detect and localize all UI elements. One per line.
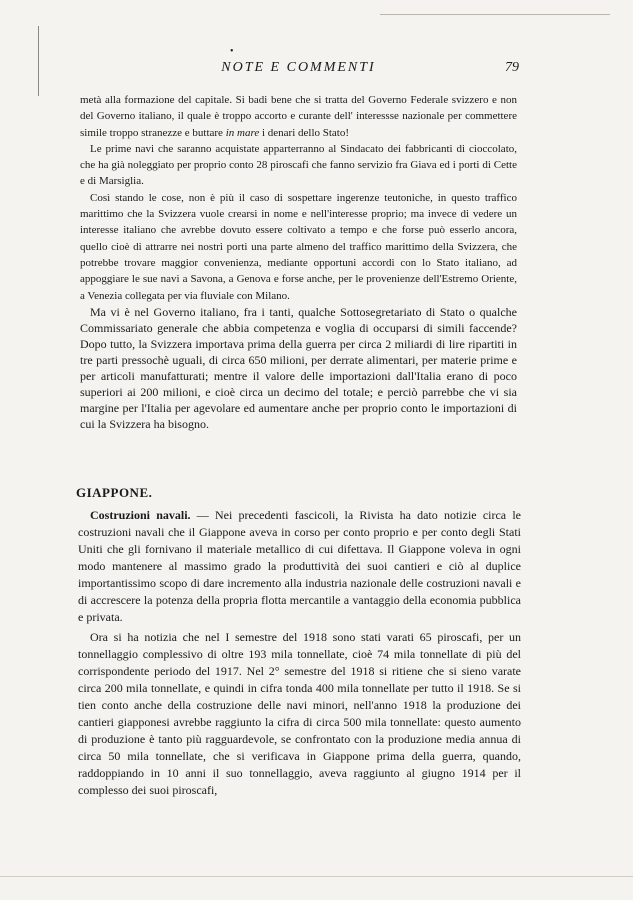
italic-phrase: in mare: [225, 126, 260, 139]
article-body: [80, 92, 517, 432]
running-header: [80, 58, 517, 80]
paragraph: Ma vi è nel Governo italiano, fra i tanti, qualche Sottosegretariato di Stato o qualche Commissariato generale che abbia competenza e voglia di occuparsi di simili faccende? Dopo tutto, la Svizzera importava prima della guerra per circa 2 miliardi di lire ripartiti in tre parti pressochè uguali, di circa 650 milioni, per derrate alimentari, per materie prime e per articoli manufatturati; mentre il valore delle importazioni dall'Italia erano di poco superiori ai 200 milioni, e cioè circa un decimo del totale; e perciò parrebbe che vi sia margine per l'Italia per agevolare ed aumentare anche per proprio conto le importazioni di cui la Svizzera ha bisogno.: [80, 304, 517, 431]
section-giappone: [78, 485, 521, 799]
subheading: Costruzioni navali.: [90, 508, 191, 522]
scan-edge-line: [0, 876, 633, 877]
paragraph: Le prime navi che saranno acquistate apparterranno al Sindacato dei fabbricanti di cioccolato, che ha già noleggiato per proprio conto 28 piroscafi che fanno servizio fra Giava ed i porti di Cette e di Marsiglia.: [80, 142, 517, 188]
section-heading: GIAPPONE.: [76, 485, 153, 500]
ink-dot: •: [230, 46, 234, 57]
page-number: 79: [505, 60, 519, 75]
paragraph: metà alla formazione del capitale. Si badi bene che si tratta del Governo Federale svizzero e non del Governo italiano, il quale è troppo accorto e curante dell' interessse nazionale per commettere simile troppo stranezze e buttare in mare i denari dello Stato!: [80, 94, 517, 139]
scan-edge-line: [380, 14, 610, 15]
paragraph: Costruzioni navali. — Nei precedenti fascicoli, la Rivista ha dato notizie circa le costruzioni navali che il Giappone aveva in corso per conto proprio e per conto degli Stati Uniti che gli fornivano il materiale metallico di cui difettava. Il Giappone voleva in ogni modo mantenere al massimo grado la produttività dei suoi cantieri e ciò al duplice importantissimo scopo di dare incremento alla industria nazionale delle costruzioni navali e di accrescere la potenza della propria flotta mercantile a vantaggio della economia pubblica e privata.: [78, 508, 521, 624]
paragraph: Così stando le cose, non è più il caso di sospettare ingerenze teutoniche, in questo traffico marittimo che la Svizzera vuole crearsi in nome e nell'interesse proprio; ma invece di vedere un interesse italiano che avrebbe dovuto essere coltivato a tempo e che forse può esserlo ancora, quello cioè di attrarre nei nostri porti una parte almeno del traffico marittimo della Svizzera, che potrebbe trovare maggior convenienza, mediante opportuni accordi con lo Stato italiano, ad appoggiare le sue navi a Savona, a Genova e forse anche, per le provenienze dell'Estremo Oriente, a Venezia collegata per via fluviale con Milano.: [80, 191, 517, 302]
scan-edge-line: [38, 26, 39, 96]
running-title: NOTE E COMMENTI: [221, 60, 376, 75]
paragraph: Ora si ha notizia che nel I semestre del 1918 sono stati varati 65 piroscafi, per un tonnellaggio complessivo di oltre 193 mila tonnellate, cioè 74 mila tonnellate di più del corrispondente periodo del 1917. Nel 2° semestre del 1918 si ritiene che si sieno varate circa 200 mila tonnellate, e quindi in cifra tonda 400 mila tonnellate per tutto il 1918. Se si tien conto anche della costruzione delle navi minori, nell'anno 1918 la produzione dei cantieri giapponesi avrebbe raggiunto la cifra di circa 500 mila tonnellate: questo aumento di produzione è tanto più ragguardevole, se confrontato con la produzione media annua di circa 50 mila tonnellate, che si verificava in Giappone prima della guerra, quando, raddoppiando in 10 anni il suo tonnellaggio, aveva raggiunto al giugno 1914 per il complesso dei suoi piroscafi,: [78, 630, 521, 797]
